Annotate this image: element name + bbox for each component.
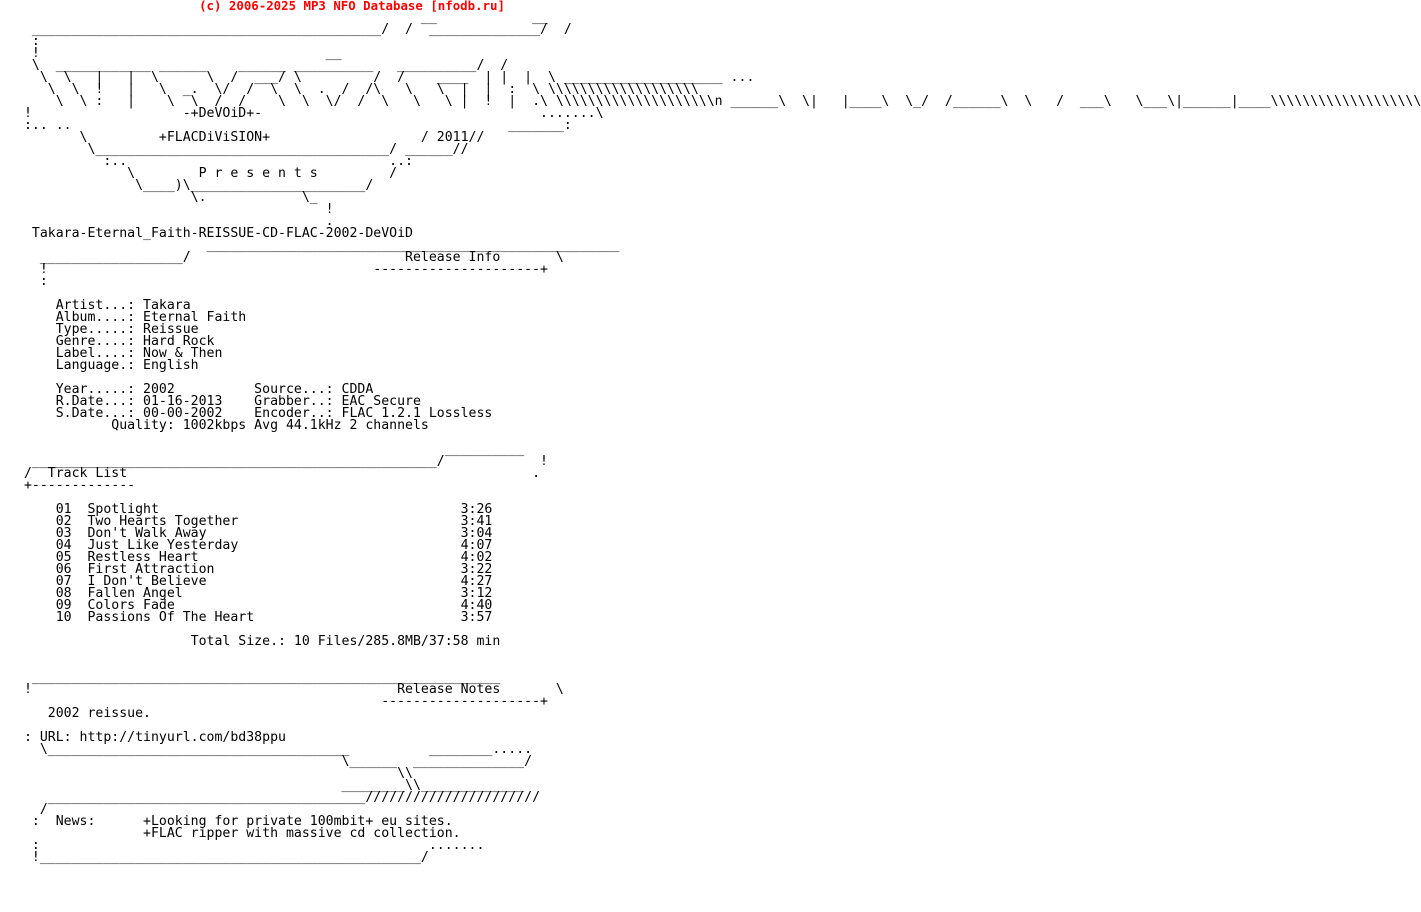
page-header[interactable]: (c) 2006-2025 MP3 NFO Database [nfodb.ru] [199,0,505,13]
nfo-content: __ __ ____________________________________________/ / ______________/ / : ! __ \ ____________ ______ ______ __________ __________/ / \ \ | | \ \ / ___/ \ / / ____ | | | \ ____________________ ... \ \ ! | \ _. \/ / \ \ . / /\ \ \ | | : \ \\\\\\\\\\\\\\\\\\\ \ \ : | \ \ / / \ \ \/ / \ \ \ | ! | .\ \\\\\\\\\\\\\\\\\\\\n ______\ \| |____\ \_/ /______\ \ / ___\ \___\|______|____\\\\\\\\\\\\\\\\\\\ ! -+DeVOiD+- .......\ :.. .. _______: \ +FLACDiViSION+ / 2011// \_____________________________________/ ______// :.. ..: \ P r e s e n t s / \____)\______________________/ \. \_ ! . Takara-Eternal_Faith-REISSUE-CD-FLAC-2002-DeVOiD ____________________________________________________ __________________/ Release Info \ ! ---------------------+ : Artist...: Takara Album....: Eternal Faith Type.....: Reissue Genre....: Hard Rock Label....: Now & Then Language.: English Year.....: 2002 Source...: CDDA R.Date...: 01-16-2013 Grabber..: EAC Secure S.Date...: 00-00-2002 Encoder..: FLAC 1.2.1 Lossless Quality: 1002kbps Avg 44.1kHz 2 channels __________ ___________________________________________________/ ! / Track List . +------------- 01 Spotlight 3:26 02 Two Hearts Together 3:41 03 Don't Walk Away 3:04 04 Just Like Yesterday 4:07 05 Restless Heart 4:02 06 First Attraction 3:22 07 I Don't Believe 4:27 08 Fallen Angel 3:12 09 Colors Fade 4:40 10 Passions Of The Heart 3:57 Total Size.: 10 Files/285.8MB/37:58 min ___________________________________________________________ ! Release Notes \ --------------------+ 2002 reissue. : URL: http://tinyurl.com/bd38ppu \______________________________________ ________..... \______ ______________/ \\ ________\\_____________ ________________________________________////////////////////// / : News: +Looking for private 100mbit+ eu sites. +FLAC ripper with massive cd collection. : ....... !________________________________________________/ [23,10,1421,865]
